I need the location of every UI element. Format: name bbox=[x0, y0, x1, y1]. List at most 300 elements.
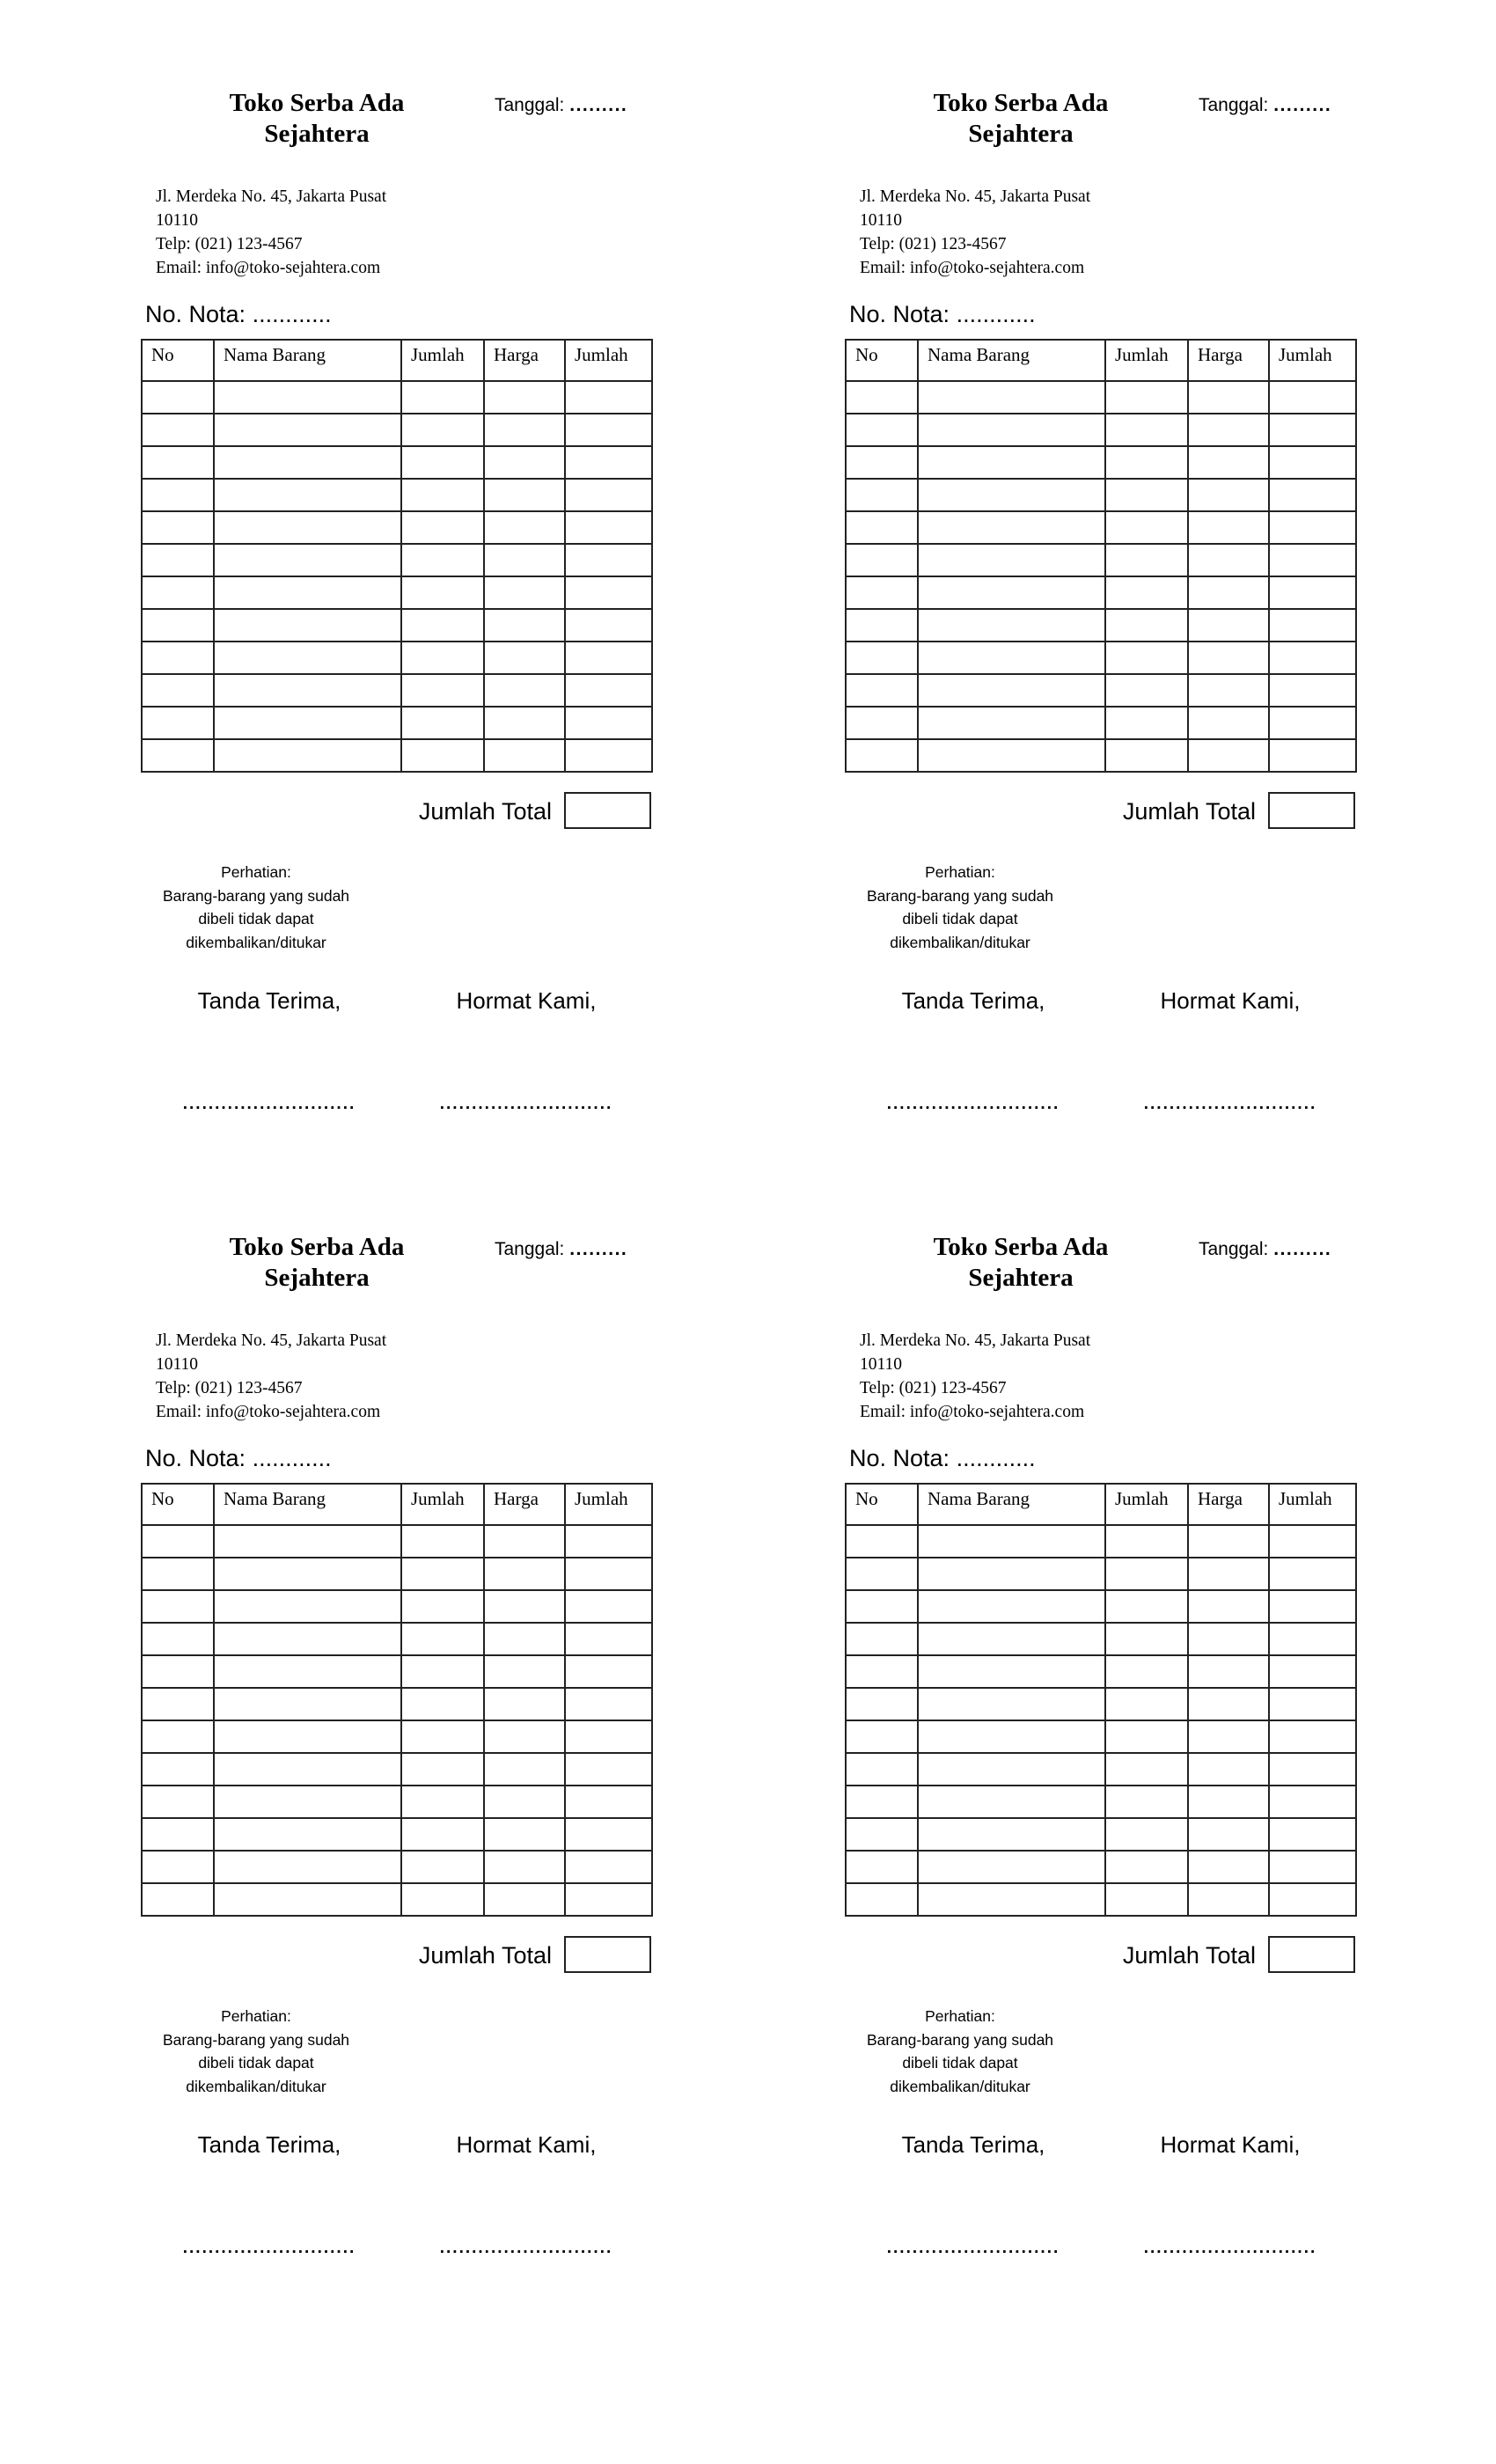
receiver-signature-line: ........................... bbox=[182, 1095, 356, 1113]
items-table-empty-cell bbox=[1105, 739, 1188, 772]
signature-lines-row bbox=[845, 2239, 1359, 2258]
items-table-empty-cell bbox=[484, 414, 565, 446]
date-fill-dots: ......... bbox=[1273, 95, 1332, 115]
items-table-empty-cell bbox=[565, 707, 652, 739]
items-table-empty-cell bbox=[214, 446, 401, 479]
items-table-empty-cell bbox=[1269, 544, 1356, 576]
receipt-number-label: No. Nota: bbox=[145, 1445, 246, 1471]
items-table-empty-cell bbox=[401, 1786, 484, 1818]
items-table-empty-cell bbox=[565, 479, 652, 511]
items-table-empty-cell bbox=[846, 739, 918, 772]
items-table-empty-cell bbox=[1188, 1688, 1269, 1720]
items-table-empty-cell bbox=[484, 1590, 565, 1623]
address-line-postal: 10110 bbox=[860, 211, 903, 230]
date-label: Tanggal: bbox=[1199, 95, 1269, 115]
items-table-empty-cell bbox=[565, 609, 652, 642]
items-table-empty-cell bbox=[1105, 642, 1188, 674]
items-table-empty-cell bbox=[918, 1525, 1105, 1558]
store-name-line1: Toko Serba Ada bbox=[229, 1233, 405, 1261]
items-table-empty-row bbox=[846, 414, 1356, 446]
sender-signature-line: ........................... bbox=[1143, 1095, 1317, 1113]
items-table-empty-cell bbox=[565, 1590, 652, 1623]
date-fill-dots: ......... bbox=[1273, 1239, 1332, 1259]
items-table-empty-cell bbox=[142, 642, 214, 674]
items-table-empty-cell bbox=[1269, 739, 1356, 772]
items-table-empty-cell bbox=[214, 1851, 401, 1883]
receiver-signature-line: ........................... bbox=[886, 2239, 1060, 2257]
items-table-empty-cell bbox=[401, 511, 484, 544]
items-table-empty-cell bbox=[142, 1786, 214, 1818]
items-table-empty-cell bbox=[1269, 707, 1356, 739]
items-table-empty-row bbox=[142, 1623, 652, 1655]
store-name-line2: Sejahtera bbox=[968, 1264, 1074, 1292]
items-table-empty-row bbox=[846, 1655, 1356, 1688]
items-table-empty-cell bbox=[846, 1525, 918, 1558]
items-table-empty-row bbox=[142, 707, 652, 739]
store-address bbox=[860, 185, 1090, 280]
receipt-number-fill-dots: ............ bbox=[252, 301, 332, 327]
items-table-empty-cell bbox=[918, 1753, 1105, 1786]
items-table-empty-cell bbox=[142, 1655, 214, 1688]
items-table-empty-cell bbox=[1105, 1590, 1188, 1623]
items-table-empty-cell bbox=[565, 1720, 652, 1753]
items-table bbox=[845, 1483, 1357, 1917]
items-table-empty-cell bbox=[1188, 1883, 1269, 1916]
items-table-empty-cell bbox=[846, 414, 918, 446]
items-table-empty-row bbox=[142, 1883, 652, 1916]
signature-labels-row bbox=[845, 2131, 1359, 2159]
items-table-empty-cell bbox=[918, 642, 1105, 674]
store-name-line2: Sejahtera bbox=[264, 1264, 370, 1292]
items-table-empty-cell bbox=[214, 1720, 401, 1753]
items-table-empty-cell bbox=[1269, 1753, 1356, 1786]
items-table-empty-cell bbox=[214, 707, 401, 739]
items-table-empty-cell bbox=[142, 1590, 214, 1623]
items-table-empty-row bbox=[142, 1558, 652, 1590]
items-table-empty-cell bbox=[1188, 1851, 1269, 1883]
items-table-empty-cell bbox=[401, 1525, 484, 1558]
items-table-empty-cell bbox=[1188, 1818, 1269, 1851]
address-line-email: Email: info@toko-sejahtera.com bbox=[860, 1403, 1085, 1421]
column-header-no: No bbox=[846, 340, 918, 381]
items-table-empty-cell bbox=[1269, 511, 1356, 544]
items-table-empty-cell bbox=[142, 544, 214, 576]
receiver-signature-line: ........................... bbox=[182, 2239, 356, 2257]
items-table-empty-cell bbox=[142, 739, 214, 772]
items-table-empty-cell bbox=[1188, 479, 1269, 511]
items-table-empty-cell bbox=[1269, 609, 1356, 642]
column-header-jumlah: Jumlah bbox=[1105, 1484, 1188, 1525]
items-table-empty-cell bbox=[1105, 609, 1188, 642]
store-address bbox=[860, 1329, 1090, 1424]
items-table-empty-cell bbox=[401, 707, 484, 739]
items-table-empty-cell bbox=[1269, 1590, 1356, 1623]
items-table-empty-cell bbox=[918, 544, 1105, 576]
items-table-empty-cell bbox=[1105, 1688, 1188, 1720]
items-table-empty-cell bbox=[565, 739, 652, 772]
items-table-empty-cell bbox=[484, 674, 565, 707]
items-table-empty-row bbox=[846, 381, 1356, 414]
address-line-email: Email: info@toko-sejahtera.com bbox=[156, 1403, 381, 1421]
receipt-number-field bbox=[849, 301, 1036, 328]
sender-signature-label: Hormat Kami, bbox=[1160, 2131, 1301, 2158]
items-table-empty-row bbox=[846, 1786, 1356, 1818]
notice-line-3: dikembalikan/ditukar bbox=[186, 933, 326, 951]
items-table-empty-cell bbox=[401, 1720, 484, 1753]
items-table-empty-cell bbox=[214, 381, 401, 414]
items-table-empty-cell bbox=[918, 1623, 1105, 1655]
items-table-empty-cell bbox=[846, 511, 918, 544]
receipt-number-field bbox=[145, 301, 332, 328]
items-table-empty-row bbox=[846, 576, 1356, 609]
items-table-empty-row bbox=[846, 544, 1356, 576]
items-table-empty-cell bbox=[565, 1753, 652, 1786]
items-table-header-row bbox=[142, 340, 652, 381]
items-table-empty-cell bbox=[1105, 544, 1188, 576]
items-table-empty-cell bbox=[918, 1720, 1105, 1753]
sender-signature-line: ........................... bbox=[1143, 2239, 1317, 2257]
date-field bbox=[495, 1239, 627, 1260]
signature-lines-row bbox=[845, 1095, 1359, 1114]
sender-signature-label: Hormat Kami, bbox=[1160, 987, 1301, 1014]
date-field bbox=[1199, 95, 1331, 116]
items-table-empty-row bbox=[142, 642, 652, 674]
items-table-empty-cell bbox=[565, 1655, 652, 1688]
column-header-no: No bbox=[142, 340, 214, 381]
receipt-number-fill-dots: ............ bbox=[956, 301, 1036, 327]
grand-total-box bbox=[564, 1936, 651, 1973]
items-table-empty-cell bbox=[401, 674, 484, 707]
items-table-empty-cell bbox=[401, 1818, 484, 1851]
address-line-phone: Telp: (021) 123-4567 bbox=[860, 1379, 1007, 1397]
items-table-empty-row bbox=[846, 1558, 1356, 1590]
items-table-empty-cell bbox=[846, 479, 918, 511]
items-table-empty-row bbox=[142, 381, 652, 414]
address-line-street: Jl. Merdeka No. 45, Jakarta Pusat bbox=[860, 187, 1091, 206]
date-fill-dots: ......... bbox=[569, 95, 628, 115]
items-table-empty-cell bbox=[484, 446, 565, 479]
items-table-empty-row bbox=[142, 1851, 652, 1883]
items-table-empty-cell bbox=[401, 576, 484, 609]
items-table bbox=[141, 339, 653, 773]
items-table-empty-cell bbox=[1269, 1688, 1356, 1720]
items-table-empty-cell bbox=[1105, 414, 1188, 446]
items-table-empty-cell bbox=[918, 1688, 1105, 1720]
receiver-signature-label: Tanda Terima, bbox=[901, 2131, 1045, 2158]
items-table-empty-cell bbox=[484, 576, 565, 609]
items-table-empty-cell bbox=[846, 1818, 918, 1851]
address-line-street: Jl. Merdeka No. 45, Jakarta Pusat bbox=[156, 1331, 387, 1350]
notice-line-3: dikembalikan/ditukar bbox=[186, 2077, 326, 2095]
items-table-empty-cell bbox=[142, 1883, 214, 1916]
column-header-harga: Harga bbox=[484, 1484, 565, 1525]
items-table-empty-cell bbox=[142, 381, 214, 414]
items-table-empty-cell bbox=[1188, 511, 1269, 544]
items-table-empty-row bbox=[846, 674, 1356, 707]
items-table-empty-cell bbox=[484, 544, 565, 576]
items-table-empty-cell bbox=[1105, 707, 1188, 739]
items-table-empty-row bbox=[142, 609, 652, 642]
items-table-empty-cell bbox=[142, 609, 214, 642]
items-table-empty-cell bbox=[484, 1688, 565, 1720]
address-line-phone: Telp: (021) 123-4567 bbox=[156, 1379, 303, 1397]
signature-lines-row bbox=[141, 1095, 655, 1114]
items-table-empty-cell bbox=[1269, 1655, 1356, 1688]
grand-total-label: Jumlah Total bbox=[418, 798, 552, 825]
items-table-empty-cell bbox=[142, 1753, 214, 1786]
items-table-empty-cell bbox=[846, 609, 918, 642]
items-table-empty-cell bbox=[401, 1655, 484, 1688]
items-table-empty-cell bbox=[846, 1688, 918, 1720]
column-header-nama-barang: Nama Barang bbox=[918, 1484, 1105, 1525]
items-table-empty-cell bbox=[142, 446, 214, 479]
items-table-empty-cell bbox=[1105, 1851, 1188, 1883]
items-table-empty-cell bbox=[1269, 1525, 1356, 1558]
items-table-empty-cell bbox=[918, 674, 1105, 707]
items-table-empty-cell bbox=[484, 707, 565, 739]
receiver-signature-label: Tanda Terima, bbox=[901, 987, 1045, 1014]
items-table-empty-row bbox=[142, 576, 652, 609]
items-table-empty-cell bbox=[142, 1558, 214, 1590]
receiver-signature-label: Tanda Terima, bbox=[197, 2131, 341, 2158]
items-table-empty-cell bbox=[918, 381, 1105, 414]
date-field bbox=[1199, 1239, 1331, 1260]
sender-signature-label: Hormat Kami, bbox=[456, 2131, 597, 2158]
date-label: Tanggal: bbox=[1199, 1239, 1269, 1259]
items-table-empty-cell bbox=[846, 1655, 918, 1688]
column-header-harga: Harga bbox=[484, 340, 565, 381]
items-table-empty-cell bbox=[142, 674, 214, 707]
items-table-empty-cell bbox=[565, 642, 652, 674]
column-header-harga: Harga bbox=[1188, 340, 1269, 381]
items-table-empty-row bbox=[142, 674, 652, 707]
notice-block bbox=[850, 2005, 1070, 2098]
items-table-empty-cell bbox=[214, 1525, 401, 1558]
grand-total-label: Jumlah Total bbox=[1122, 798, 1256, 825]
notice-line-1: Barang-barang yang sudah bbox=[866, 2030, 1054, 2049]
notice-line-1: Barang-barang yang sudah bbox=[162, 2030, 350, 2049]
items-table-empty-row bbox=[846, 446, 1356, 479]
items-table-empty-cell bbox=[565, 1558, 652, 1590]
items-table-empty-cell bbox=[484, 1851, 565, 1883]
items-table-empty-cell bbox=[142, 511, 214, 544]
items-table-empty-cell bbox=[1105, 511, 1188, 544]
items-table-header-row bbox=[846, 1484, 1356, 1525]
items-table-empty-cell bbox=[484, 1818, 565, 1851]
items-table-empty-cell bbox=[1105, 1655, 1188, 1688]
items-table-empty-row bbox=[142, 1525, 652, 1558]
items-table-empty-cell bbox=[401, 609, 484, 642]
items-table-empty-cell bbox=[142, 576, 214, 609]
notice-line-2: dibeli tidak dapat bbox=[198, 2054, 314, 2072]
items-table-empty-row bbox=[846, 739, 1356, 772]
address-line-street: Jl. Merdeka No. 45, Jakarta Pusat bbox=[156, 187, 387, 206]
items-table-empty-row bbox=[846, 479, 1356, 511]
receiver-signature-label: Tanda Terima, bbox=[197, 987, 341, 1014]
items-table-empty-cell bbox=[565, 511, 652, 544]
items-table-empty-cell bbox=[214, 576, 401, 609]
items-table-empty-cell bbox=[565, 446, 652, 479]
items-table-empty-cell bbox=[846, 1558, 918, 1590]
items-table-empty-row bbox=[846, 511, 1356, 544]
items-table-empty-cell bbox=[214, 642, 401, 674]
receipt-copy-2 bbox=[845, 81, 1366, 1216]
items-table-empty-cell bbox=[1105, 1720, 1188, 1753]
column-header-jumlah: Jumlah bbox=[1105, 340, 1188, 381]
notice-line-1: Barang-barang yang sudah bbox=[866, 886, 1054, 905]
items-table-empty-cell bbox=[1105, 1558, 1188, 1590]
notice-block bbox=[146, 2005, 366, 2098]
items-table-empty-row bbox=[846, 1590, 1356, 1623]
items-table bbox=[845, 339, 1357, 773]
items-table-empty-cell bbox=[846, 381, 918, 414]
items-table-empty-cell bbox=[1188, 1753, 1269, 1786]
date-fill-dots: ......... bbox=[569, 1239, 628, 1259]
items-table-empty-cell bbox=[1188, 1558, 1269, 1590]
items-table-empty-cell bbox=[1269, 674, 1356, 707]
items-table-empty-cell bbox=[1105, 479, 1188, 511]
grand-total-box bbox=[1268, 1936, 1355, 1973]
items-table-empty-cell bbox=[1105, 1883, 1188, 1916]
items-table-empty-cell bbox=[142, 1851, 214, 1883]
items-table-empty-row bbox=[142, 1590, 652, 1623]
items-table-empty-row bbox=[846, 1688, 1356, 1720]
items-table-body bbox=[846, 1525, 1356, 1916]
items-table-empty-cell bbox=[918, 511, 1105, 544]
notice-line-2: dibeli tidak dapat bbox=[902, 2054, 1018, 2072]
items-table-empty-cell bbox=[401, 1883, 484, 1916]
items-table-empty-cell bbox=[1269, 642, 1356, 674]
items-table-empty-cell bbox=[565, 1851, 652, 1883]
items-table-empty-cell bbox=[1269, 1558, 1356, 1590]
items-table-empty-cell bbox=[214, 609, 401, 642]
items-table-empty-cell bbox=[918, 479, 1105, 511]
items-table-empty-cell bbox=[142, 1525, 214, 1558]
items-table-empty-cell bbox=[484, 1558, 565, 1590]
notice-line-3: dikembalikan/ditukar bbox=[890, 2077, 1030, 2095]
notice-title: Perhatian: bbox=[221, 863, 291, 881]
items-table-empty-row bbox=[846, 1623, 1356, 1655]
items-table-empty-cell bbox=[142, 1623, 214, 1655]
items-table-empty-cell bbox=[142, 707, 214, 739]
address-line-email: Email: info@toko-sejahtera.com bbox=[156, 259, 381, 277]
items-table-empty-row bbox=[142, 414, 652, 446]
date-field bbox=[495, 95, 627, 116]
notice-block bbox=[146, 861, 366, 954]
address-line-postal: 10110 bbox=[156, 1355, 199, 1374]
items-table-empty-cell bbox=[401, 544, 484, 576]
items-table-empty-cell bbox=[918, 1851, 1105, 1883]
items-table-empty-cell bbox=[1188, 609, 1269, 642]
items-table-empty-cell bbox=[484, 609, 565, 642]
items-table-empty-cell bbox=[214, 544, 401, 576]
items-table-empty-cell bbox=[484, 1883, 565, 1916]
items-table-empty-row bbox=[142, 1786, 652, 1818]
items-table-empty-cell bbox=[565, 1786, 652, 1818]
column-header-harga: Harga bbox=[1188, 1484, 1269, 1525]
receipt-copy-3 bbox=[141, 1225, 662, 2360]
items-table-empty-cell bbox=[484, 1623, 565, 1655]
items-table-empty-cell bbox=[401, 381, 484, 414]
items-table-empty-cell bbox=[142, 1688, 214, 1720]
items-table-empty-cell bbox=[214, 479, 401, 511]
items-table-header-row bbox=[142, 1484, 652, 1525]
store-name bbox=[845, 1232, 1197, 1294]
grand-total-label: Jumlah Total bbox=[418, 1942, 552, 1969]
column-header-nama-barang: Nama Barang bbox=[918, 340, 1105, 381]
items-table-empty-cell bbox=[1188, 1590, 1269, 1623]
items-table-empty-cell bbox=[142, 1720, 214, 1753]
items-table-empty-cell bbox=[1188, 1525, 1269, 1558]
items-table-empty-row bbox=[846, 1883, 1356, 1916]
items-table-empty-cell bbox=[142, 1818, 214, 1851]
items-table-empty-cell bbox=[1188, 414, 1269, 446]
items-table-empty-cell bbox=[1105, 1753, 1188, 1786]
items-table-empty-row bbox=[142, 479, 652, 511]
items-table-empty-row bbox=[142, 739, 652, 772]
items-table-empty-row bbox=[142, 1818, 652, 1851]
items-table-empty-cell bbox=[918, 609, 1105, 642]
signature-lines-row bbox=[141, 2239, 655, 2258]
items-table-empty-cell bbox=[1269, 1623, 1356, 1655]
store-name bbox=[845, 88, 1197, 150]
items-table-empty-row bbox=[142, 1753, 652, 1786]
receiver-signature-line: ........................... bbox=[886, 1095, 1060, 1113]
items-table-empty-cell bbox=[401, 1623, 484, 1655]
items-table-empty-cell bbox=[401, 1558, 484, 1590]
items-table-empty-cell bbox=[918, 1558, 1105, 1590]
items-table-empty-cell bbox=[484, 1525, 565, 1558]
items-table-empty-cell bbox=[918, 414, 1105, 446]
items-table-empty-cell bbox=[1269, 479, 1356, 511]
items-table-empty-cell bbox=[1188, 544, 1269, 576]
address-line-postal: 10110 bbox=[156, 211, 199, 230]
items-table-empty-cell bbox=[846, 1786, 918, 1818]
items-table-empty-cell bbox=[214, 414, 401, 446]
items-table-body bbox=[142, 1525, 652, 1916]
items-table-empty-cell bbox=[565, 1883, 652, 1916]
date-label: Tanggal: bbox=[495, 1239, 565, 1259]
column-header-jumlah: Jumlah bbox=[401, 340, 484, 381]
items-table-empty-cell bbox=[214, 1688, 401, 1720]
signature-labels-row bbox=[845, 987, 1359, 1015]
receipt-number-field bbox=[145, 1445, 332, 1472]
items-table-empty-cell bbox=[918, 1590, 1105, 1623]
address-line-street: Jl. Merdeka No. 45, Jakarta Pusat bbox=[860, 1331, 1091, 1350]
items-table-empty-cell bbox=[1105, 1818, 1188, 1851]
items-table-empty-cell bbox=[1188, 381, 1269, 414]
items-table-empty-row bbox=[142, 511, 652, 544]
items-table-empty-cell bbox=[1188, 576, 1269, 609]
items-table-empty-cell bbox=[918, 1655, 1105, 1688]
store-name bbox=[141, 1232, 493, 1294]
items-table bbox=[141, 1483, 653, 1917]
items-table-empty-row bbox=[846, 1851, 1356, 1883]
items-table-empty-cell bbox=[846, 1623, 918, 1655]
items-table-empty-cell bbox=[1105, 446, 1188, 479]
receipt-number-label: No. Nota: bbox=[145, 301, 246, 327]
store-name-line1: Toko Serba Ada bbox=[229, 89, 405, 117]
column-header-jumlah-2: Jumlah bbox=[1269, 1484, 1356, 1525]
items-table-empty-cell bbox=[565, 1623, 652, 1655]
items-table-empty-cell bbox=[401, 739, 484, 772]
items-table-empty-cell bbox=[401, 1688, 484, 1720]
items-table-empty-cell bbox=[846, 1883, 918, 1916]
items-table-empty-cell bbox=[484, 1786, 565, 1818]
items-table-empty-cell bbox=[1188, 707, 1269, 739]
receipt-copy-4 bbox=[845, 1225, 1366, 2360]
signature-labels-row bbox=[141, 987, 655, 1015]
